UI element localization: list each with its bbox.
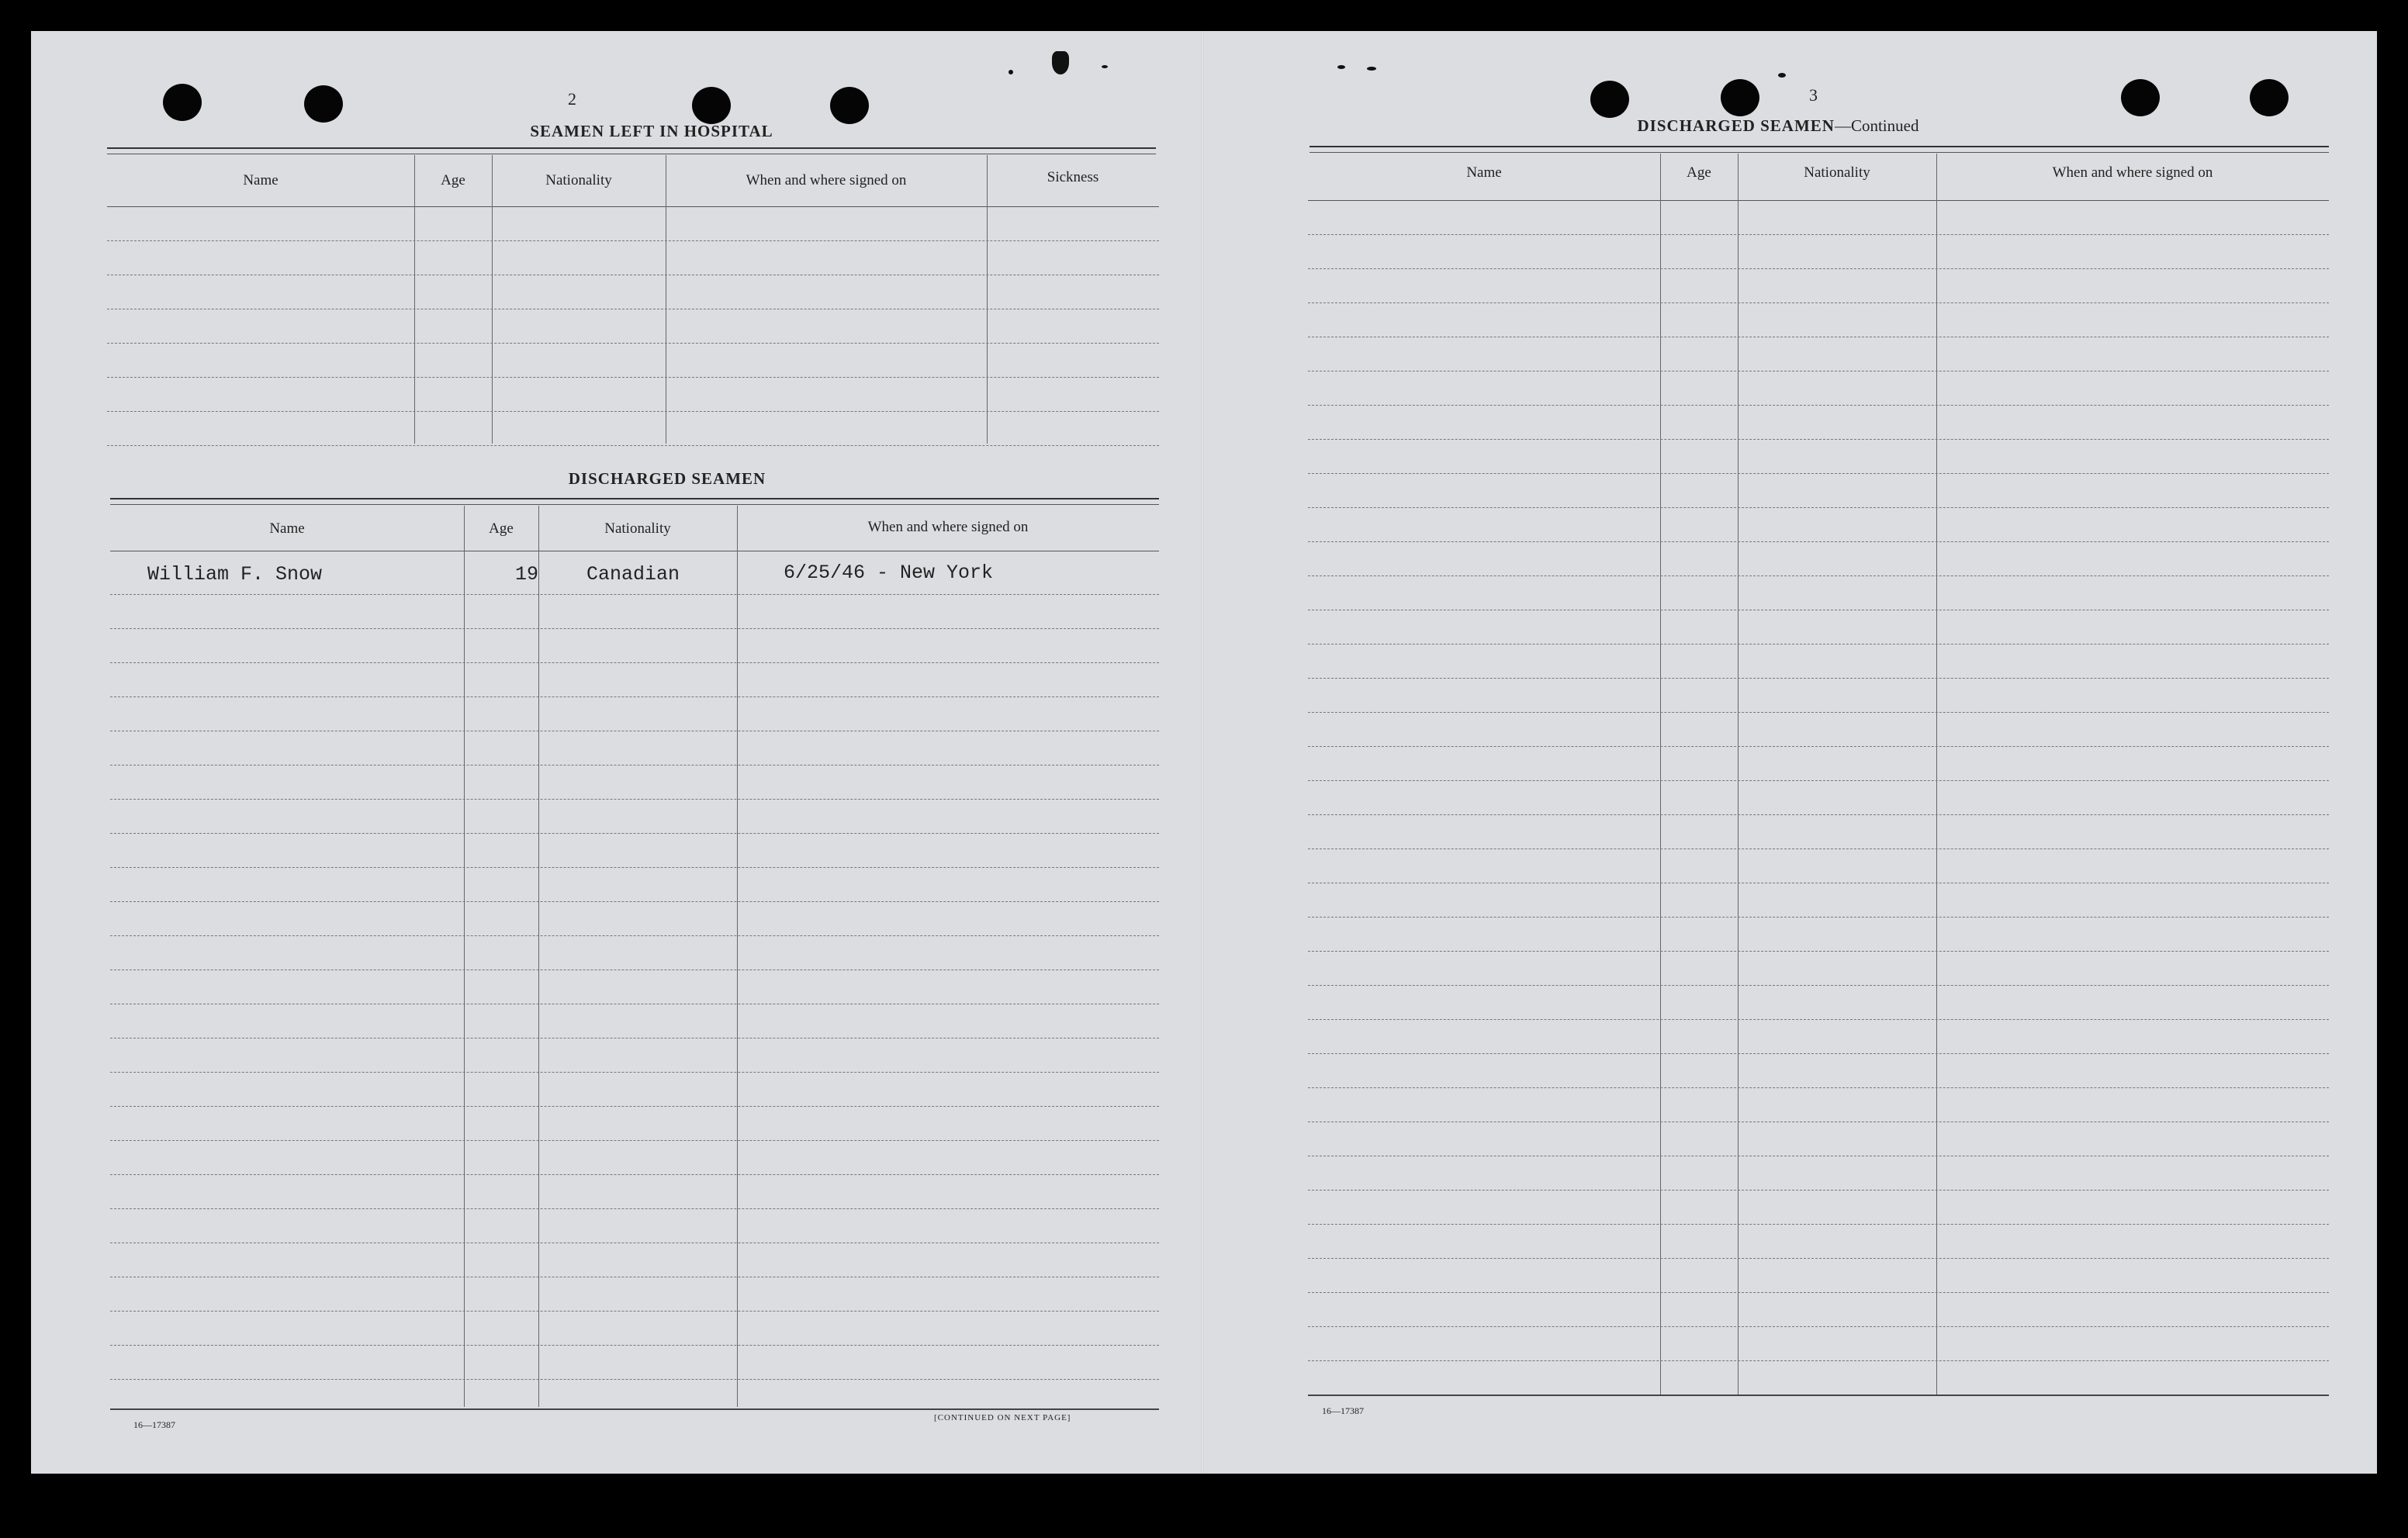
column-divider — [492, 155, 493, 444]
header-age: Age — [441, 172, 465, 188]
ruled-line — [110, 901, 1159, 902]
punch-hole — [830, 87, 869, 124]
column-divider — [538, 506, 539, 1407]
column-divider — [1936, 154, 1937, 1395]
header-nationality: Nationality — [604, 520, 671, 537]
ink-speck — [1102, 65, 1108, 68]
ruled-line — [110, 1038, 1159, 1039]
ruled-line — [1308, 371, 2329, 372]
ruled-line — [107, 240, 1159, 241]
ink-speck — [1778, 73, 1786, 78]
continued-note: [CONTINUED ON NEXT PAGE] — [934, 1413, 1071, 1422]
ruled-line — [1308, 951, 2329, 952]
ruled-line — [110, 1208, 1159, 1209]
header-age: Age — [489, 520, 514, 537]
hospital-table-header — [107, 155, 1159, 207]
ink-blot — [1052, 51, 1069, 74]
hospital-table — [107, 155, 1159, 448]
header-name: Name — [1466, 164, 1502, 181]
ruled-line — [110, 799, 1159, 800]
discharged-table — [110, 506, 1159, 1407]
page-number: 2 — [568, 89, 576, 109]
ruled-line — [110, 696, 1159, 697]
section-title — [1607, 116, 1949, 136]
header-nationality: Nationality — [545, 172, 612, 188]
punch-hole — [2250, 79, 2289, 116]
ruled-line — [110, 1174, 1159, 1175]
header-signed-on: When and where signed on — [2052, 164, 2213, 181]
punch-hole — [692, 87, 731, 124]
ruled-line — [110, 1379, 1159, 1380]
ruled-line — [1308, 541, 2329, 542]
double-rule — [1310, 146, 2329, 153]
form-number: 16—17387 — [133, 1419, 175, 1430]
title-continued: —Continued — [1834, 116, 1919, 135]
ink-speck — [1337, 65, 1345, 69]
header-name: Name — [243, 172, 279, 188]
ruled-line — [110, 1072, 1159, 1073]
ruled-line — [1308, 439, 2329, 440]
ruled-line — [1308, 644, 2329, 645]
ruled-line — [110, 765, 1159, 766]
ruled-line — [110, 867, 1159, 868]
ruled-line — [1308, 1053, 2329, 1054]
double-rule — [110, 498, 1159, 505]
header-signed-on: When and where signed on — [867, 519, 1029, 535]
punch-hole — [1721, 79, 1759, 116]
form-number: 16—17387 — [1322, 1405, 1364, 1416]
seaman-name: William F. Snow — [147, 563, 323, 586]
header-age: Age — [1687, 164, 1711, 181]
ruled-line — [1308, 1019, 2329, 1020]
ruled-line — [1308, 712, 2329, 713]
punch-hole — [1590, 81, 1629, 118]
column-divider — [987, 155, 988, 444]
ruled-line — [110, 1345, 1159, 1346]
bottom-rule — [110, 1408, 1159, 1410]
right-page — [1204, 31, 2377, 1474]
punch-hole — [304, 85, 343, 123]
punch-hole — [2121, 79, 2160, 116]
ink-speck — [1009, 70, 1013, 74]
ruled-line — [1308, 780, 2329, 781]
header-name: Name — [269, 520, 305, 537]
hospital-section-title: SEAMEN LEFT IN HOSPITAL — [530, 122, 773, 140]
ruled-line — [1308, 1087, 2329, 1088]
ruled-line — [1308, 985, 2329, 986]
ruled-line — [1308, 405, 2329, 406]
header-signed-on: When and where signed on — [746, 172, 907, 188]
ruled-line — [1308, 814, 2329, 815]
seaman-age: 19 — [515, 563, 539, 586]
column-divider — [737, 506, 738, 1407]
ruled-line — [110, 1140, 1159, 1141]
ruled-line — [1308, 848, 2329, 849]
bottom-rule — [1308, 1395, 2329, 1396]
ruled-line — [1308, 1360, 2329, 1361]
ruled-line — [1308, 1326, 2329, 1327]
discharged-table-header — [110, 506, 1159, 551]
ruled-line — [1308, 507, 2329, 508]
ruled-line — [1308, 234, 2329, 235]
ruled-line — [1308, 575, 2329, 576]
ruled-line — [1308, 268, 2329, 269]
header-nationality: Nationality — [1804, 164, 1870, 181]
ruled-line — [1308, 917, 2329, 918]
title-main: DISCHARGED SEAMEN — [1637, 116, 1835, 135]
discharged-continued-table — [1308, 154, 2329, 1395]
ruled-line — [110, 1106, 1159, 1107]
ruled-line — [110, 969, 1159, 970]
ruled-line — [107, 445, 1159, 446]
punch-hole — [163, 84, 202, 121]
table-header — [1308, 154, 2329, 201]
header-sickness: Sickness — [1047, 169, 1099, 185]
column-divider — [464, 506, 465, 1407]
ruled-line — [1308, 1190, 2329, 1191]
ruled-line — [110, 628, 1159, 629]
seaman-signed-on: 6/25/46 - New York — [784, 562, 994, 584]
ledger-sheet — [31, 31, 2377, 1474]
ruled-line — [110, 1242, 1159, 1243]
ruled-line — [1308, 746, 2329, 747]
ruled-line — [1308, 302, 2329, 303]
ruled-line — [107, 411, 1159, 412]
ruled-line — [1308, 1258, 2329, 1259]
column-divider — [1660, 154, 1661, 1395]
left-page — [31, 31, 1204, 1474]
ruled-line — [1308, 1224, 2329, 1225]
page-number: 3 — [1809, 85, 1818, 105]
table-row — [110, 560, 1159, 594]
ruled-line — [110, 833, 1159, 834]
ruled-line — [107, 343, 1159, 344]
ink-speck — [1367, 67, 1376, 71]
ruled-line — [110, 594, 1159, 595]
discharged-section-title: DISCHARGED SEAMEN — [568, 469, 766, 488]
ruled-line — [110, 935, 1159, 936]
seaman-nationality: Canadian — [586, 563, 680, 586]
column-divider — [414, 155, 415, 444]
column-divider — [1738, 154, 1739, 1395]
ruled-line — [1308, 1292, 2329, 1293]
double-rule — [107, 147, 1156, 154]
ruled-line — [107, 377, 1159, 378]
ruled-line — [1308, 473, 2329, 474]
ruled-line — [1308, 678, 2329, 679]
ruled-line — [110, 1311, 1159, 1312]
ruled-line — [110, 662, 1159, 663]
